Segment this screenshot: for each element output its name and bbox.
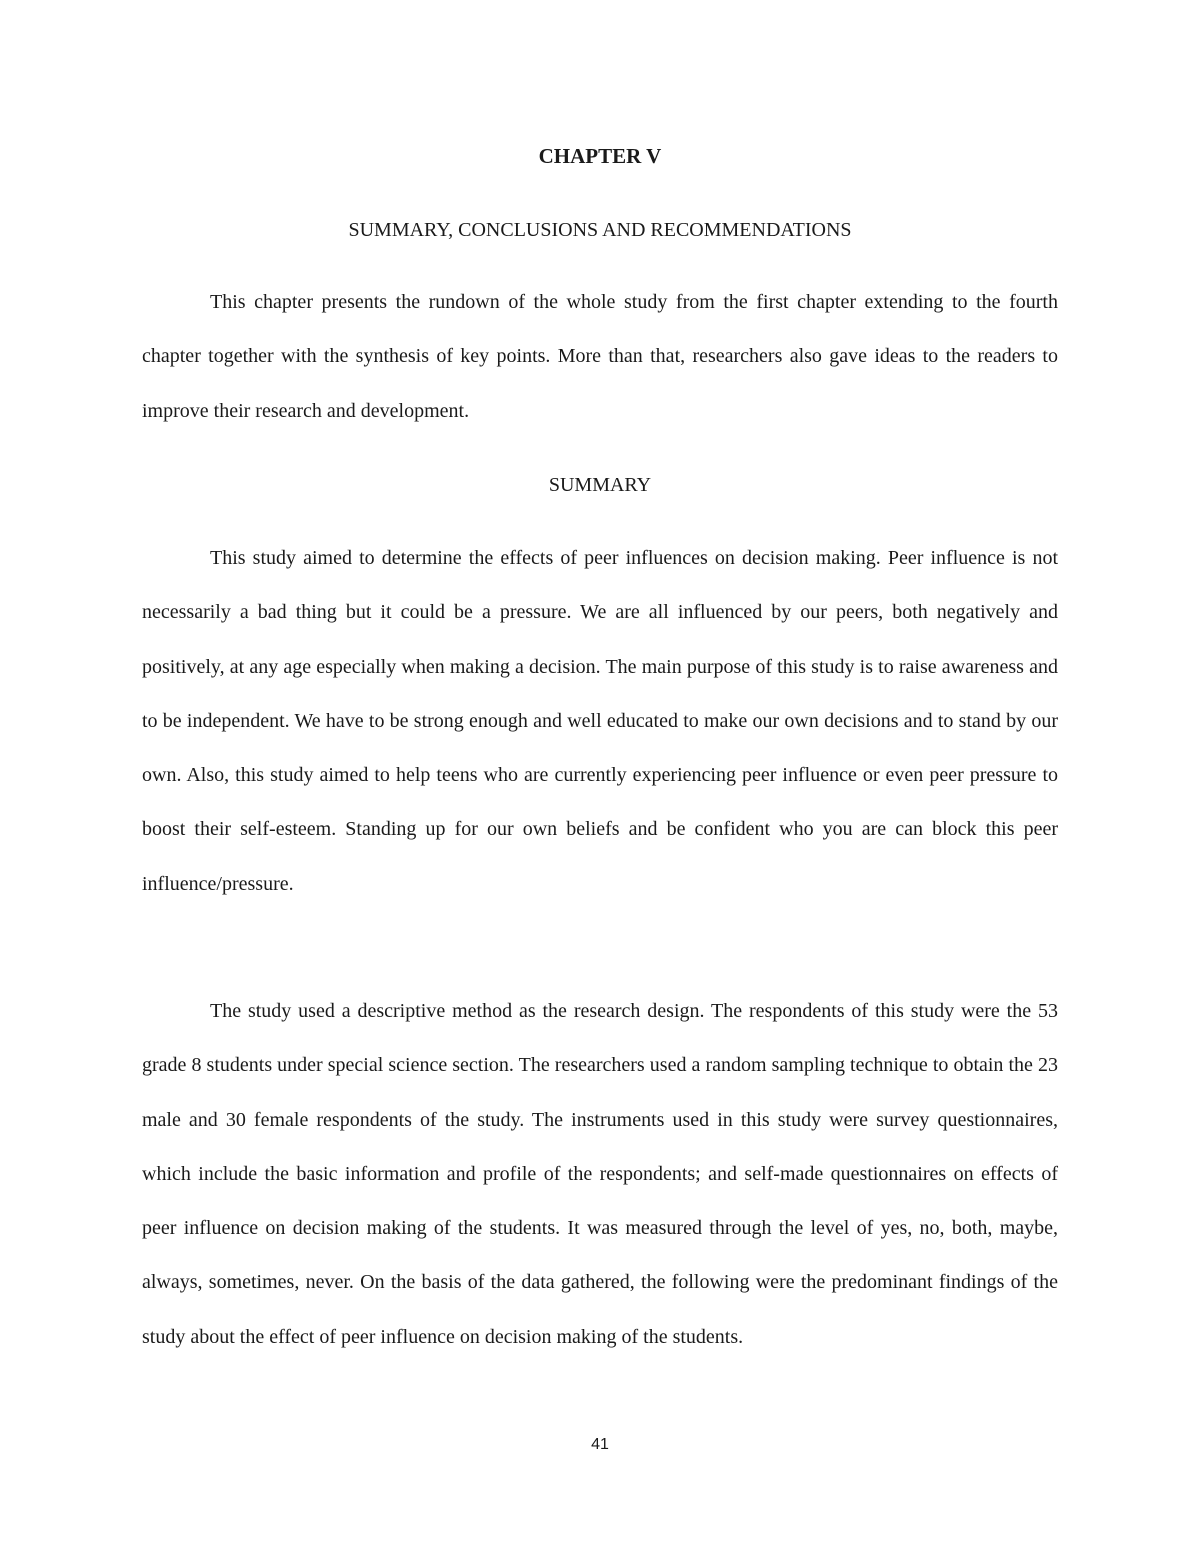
chapter-title: CHAPTER V <box>538 144 662 168</box>
document-page <box>142 0 1058 1553</box>
main-heading: SUMMARY, CONCLUSIONS AND RECOMMENDATIONS <box>348 219 852 241</box>
intro-paragraph: This chapter presents the rundown of the whole study from the first chapter extending to the fourth chapter together with the synthesis of key points. More than that, researchers also gave ideas to the readers to improve their research and development. <box>142 291 1058 422</box>
page-number: 41 <box>591 1436 609 1453</box>
summary-heading: SUMMARY <box>548 474 652 496</box>
summary-paragraph-2: The study used a descriptive method as the research design. The respondents of this study were the 53 grade 8 students under special science section. The researchers used a random sampling technique to obtain the 23 male and 30 female respondents of the study. The instruments used in this study were survey questionnaires, which include the basic information and profile of the respondents; and self-made questionnaires on effects of peer influence on decision making of the students. It was measured through the level of yes, no, both, maybe, always, sometimes, never. On the basis of the data gathered, the following were the predominant findings of the study about the effect of peer influence on decision making of the students. <box>142 1000 1058 1348</box>
summary-paragraph-1: This study aimed to determine the effects of peer influences on decision making. Peer influence is not necessarily a bad thing but it could be a pressure. We are all influenced by our peers, both negatively and positively, at any age especially when making a decision. The main purpose of this study is to raise awareness and to be independent. We have to be strong enough and well educated to make our own decisions and to stand by our own. Also, this study aimed to help teens who are currently experiencing peer influence or even peer pressure to boost their self-esteem. Standing up for our own beliefs and be confident who you are can block this peer influence/pressure. <box>142 547 1058 895</box>
